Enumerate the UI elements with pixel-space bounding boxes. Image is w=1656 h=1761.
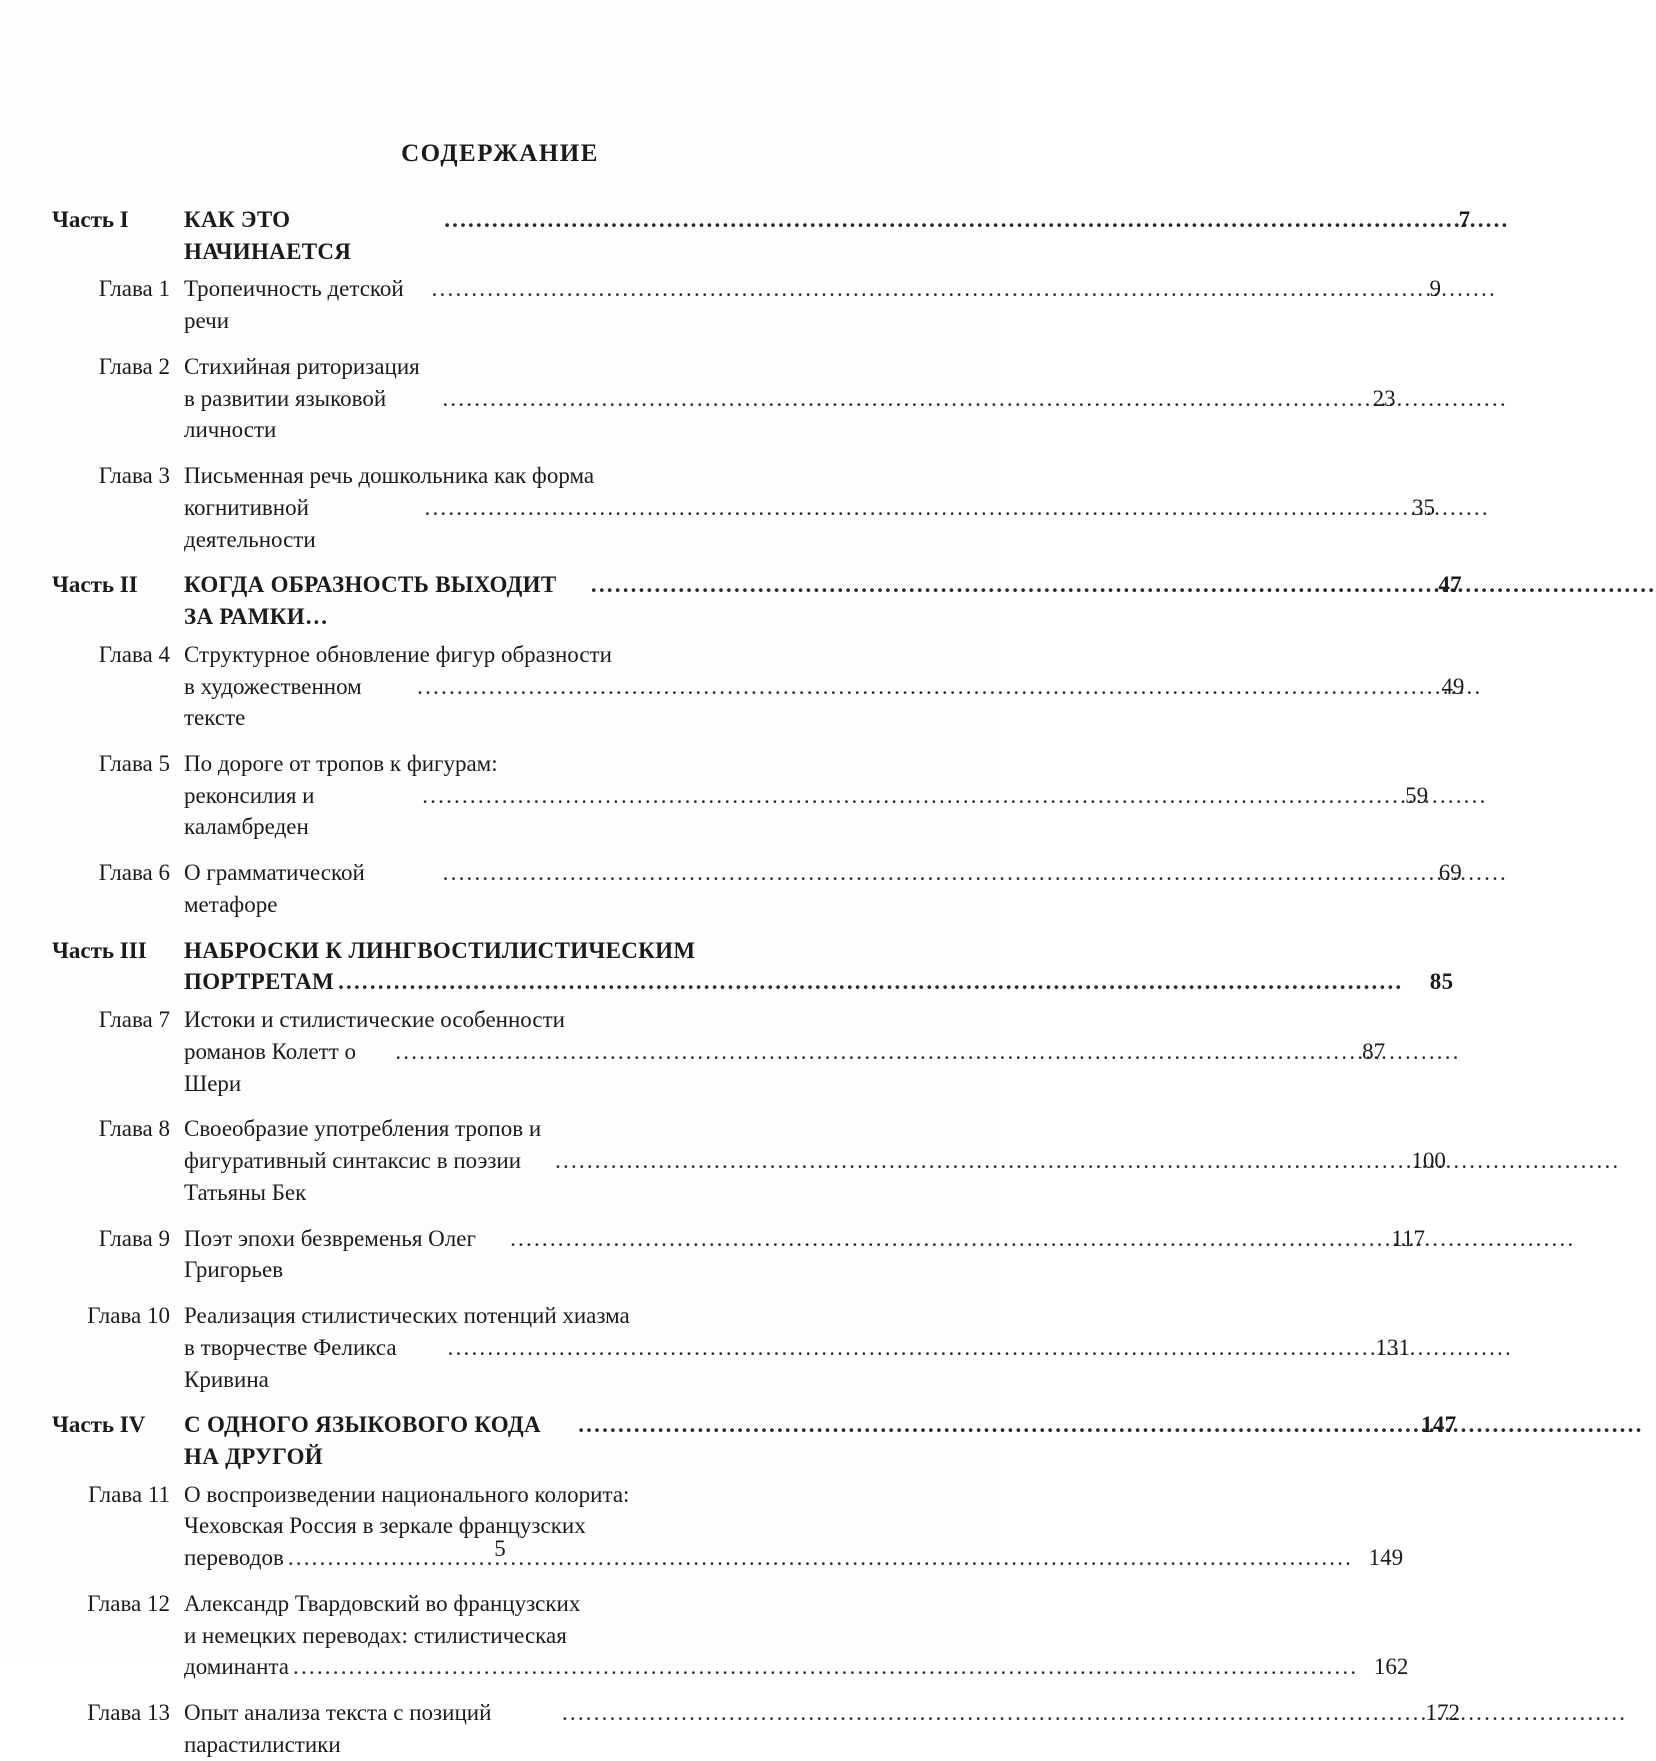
toc-chapter-label: Глава 5 <box>98 751 170 777</box>
toc-entry-body <box>184 1113 1446 1208</box>
toc-page-number: 49 <box>1441 673 1465 699</box>
toc-entry-last-line <box>184 383 1396 446</box>
toc-chapter-entry[interactable] <box>52 1588 1409 1683</box>
toc-entry-last-line <box>184 1145 1446 1208</box>
toc-entry-title-line: в художественном тексте <box>184 673 368 731</box>
toc-entry-body <box>184 351 1396 446</box>
toc-entry-title-line: и немецких переводах: стилистическая <box>184 1622 567 1648</box>
toc-chapter-entry[interactable] <box>52 273 1442 336</box>
toc-page-number: 7 <box>1458 207 1471 232</box>
toc-entry-title-line: Тропеичность детской речи <box>184 276 410 334</box>
toc-entry-body <box>184 1223 1425 1286</box>
toc-entry-last-line <box>184 204 1470 267</box>
toc-entry-title-line: КОГДА ОБРАЗНОСТЬ ВЫХОДИТ ЗА РАМКИ… <box>184 572 563 630</box>
toc-leader-dots <box>391 1036 1339 1068</box>
toc-page-number: 59 <box>1405 782 1429 808</box>
toc-part-label: Часть II <box>52 572 138 598</box>
toc-part-label: Часть IV <box>52 1412 146 1438</box>
toc-entry-title-line: НАБРОСКИ К ЛИНГВОСТИЛИСТИЧЕСКИМ <box>184 937 696 963</box>
toc-entry-last-line <box>184 1697 1460 1760</box>
toc-entry-title-line: О грамматической метафоре <box>184 860 371 917</box>
toc-part-entry[interactable] <box>52 935 1454 998</box>
toc-entry-last-line <box>184 1036 1385 1099</box>
toc-entry-body <box>184 935 1453 998</box>
toc-leader-dots <box>289 1651 1362 1683</box>
toc-chapter-entry[interactable] <box>52 460 1435 555</box>
toc-leader-dots <box>558 1697 1414 1729</box>
toc-entry-last-line <box>184 780 1428 843</box>
toc-entry-title-line: в развитии языковой личности <box>184 385 392 443</box>
toc-entry-title-line: КАК ЭТО НАЧИНАЕТСЯ <box>184 207 352 264</box>
toc-chapter-entry[interactable] <box>52 857 1462 920</box>
toc-page-number: 149 <box>1368 1545 1404 1571</box>
toc-chapter-label: Глава 8 <box>98 1116 170 1142</box>
page-number: 5 <box>494 1536 506 1561</box>
toc-chapter-entry[interactable] <box>52 1113 1446 1208</box>
toc-entry-title-line: в творчестве Феликса Кривина <box>184 1334 403 1392</box>
toc-entry-body <box>184 1697 1460 1760</box>
toc-entry-body <box>184 569 1462 632</box>
toc-leader-dots <box>428 273 1395 305</box>
toc-entry-last-line <box>184 1223 1425 1286</box>
toc-entry-title-line: фигуративный синтаксис в поэзии Татьяны Бек <box>184 1148 527 1205</box>
toc-part-label: Часть III <box>52 937 147 963</box>
toc-entry-title-line: Истоки и стилистические особенности <box>184 1007 565 1033</box>
toc-entry-last-line <box>184 966 1453 998</box>
toc-page-number: 69 <box>1438 860 1462 886</box>
toc-page-number: 172 <box>1425 1700 1460 1726</box>
toc-page-number: 85 <box>1429 969 1454 995</box>
toc-leader-dots <box>418 780 1382 812</box>
toc-entry-title-line: Реализация стилистических потенций хиазма <box>184 1303 630 1329</box>
toc-entry-title-line: Опыт анализа текста с позиций парастилистики <box>184 1700 498 1757</box>
toc-chapter-entry[interactable] <box>52 351 1396 446</box>
toc-chapter-entry[interactable] <box>52 1697 1460 1760</box>
toc-leader-dots <box>444 1332 1364 1364</box>
toc-entry-title-line: реконсилия и каламбреден <box>184 782 321 840</box>
table-of-contents <box>52 204 1471 1761</box>
toc-chapter-label: Глава 12 <box>87 1590 170 1616</box>
toc-page-number: 147 <box>1421 1412 1457 1438</box>
toc-entry-title-line: доминанта <box>184 1654 289 1680</box>
toc-chapter-label: Глава 3 <box>98 463 170 489</box>
toc-entry-body <box>184 460 1435 555</box>
toc-leader-dots <box>438 383 1349 415</box>
toc-part-entry[interactable] <box>52 204 1471 267</box>
toc-chapter-label: Глава 4 <box>98 641 170 667</box>
page-title: СОДЕРЖАНИЕ <box>401 140 599 167</box>
toc-entry-title-line: Александр Твардовский во французских <box>184 1590 581 1616</box>
toc-leader-dots <box>439 857 1416 889</box>
toc-leader-dots <box>587 569 1416 601</box>
toc-chapter-label: Глава 6 <box>98 860 170 886</box>
toc-page-number: 23 <box>1372 385 1396 411</box>
toc-entry-title-line: По дороге от тропов к фигурам: <box>184 751 498 777</box>
toc-entry-body <box>184 1588 1408 1683</box>
toc-entry-title-line: ПОРТРЕТАМ <box>184 969 335 995</box>
toc-leader-dots <box>334 966 1407 998</box>
toc-entry-body <box>184 204 1470 267</box>
toc-leader-dots <box>551 1145 1400 1177</box>
toc-chapter-label: Глава 9 <box>98 1225 170 1251</box>
toc-page-number: 162 <box>1373 1654 1409 1680</box>
toc-entry-body <box>184 1409 1457 1472</box>
toc-entry-title-line: переводов <box>184 1545 284 1571</box>
toc-entry-body <box>184 748 1428 843</box>
toc-chapter-label: Глава 7 <box>98 1007 170 1033</box>
toc-entry-title-line: когнитивной деятельности <box>184 494 316 552</box>
toc-entry-body <box>184 857 1462 920</box>
toc-entry-body <box>184 273 1441 336</box>
toc-chapter-entry[interactable] <box>52 1300 1411 1395</box>
toc-entry-body <box>184 639 1464 734</box>
toc-chapter-entry[interactable] <box>52 1223 1425 1286</box>
toc-entry-title-line: Своеобразие употребления тропов и <box>184 1116 542 1142</box>
toc-entry-last-line <box>184 857 1462 920</box>
toc-entry-last-line <box>184 273 1441 336</box>
toc-leader-dots <box>440 204 1424 236</box>
toc-entry-last-line <box>184 1332 1410 1395</box>
toc-leader-dots <box>574 1409 1410 1441</box>
toc-chapter-entry[interactable] <box>52 639 1465 734</box>
toc-entry-title-line: Стихийная риторизация <box>184 353 420 379</box>
toc-entry-last-line <box>184 1651 1408 1683</box>
toc-entry-title-line: романов Колетт о Шери <box>184 1038 362 1096</box>
toc-entry-title-line: Поэт эпохи безвременья Олег Григорьев <box>184 1225 482 1283</box>
toc-page-number: 87 <box>1362 1038 1386 1064</box>
toc-page-number: 117 <box>1391 1225 1425 1251</box>
toc-chapter-label: Глава 2 <box>98 353 170 379</box>
toc-leader-dots <box>421 492 1389 524</box>
toc-entry-last-line <box>184 492 1435 555</box>
toc-page-number: 35 <box>1411 494 1435 520</box>
toc-chapter-label: Глава 11 <box>88 1481 170 1507</box>
toc-entry-body <box>184 1004 1385 1099</box>
toc-page-number: 100 <box>1411 1148 1446 1174</box>
toc-chapter-label: Глава 13 <box>87 1700 170 1726</box>
toc-entry-body <box>184 1300 1410 1395</box>
toc-part-entry[interactable] <box>52 569 1462 632</box>
toc-page-number: 131 <box>1375 1334 1411 1360</box>
toc-chapter-entry[interactable] <box>52 748 1429 843</box>
toc-chapter-entry[interactable] <box>52 1004 1386 1099</box>
toc-leader-dots <box>506 1223 1379 1255</box>
toc-entry-title-line: Чеховская Россия в зеркале французских <box>184 1513 586 1539</box>
toc-chapter-label: Глава 10 <box>87 1303 170 1329</box>
toc-page-number: 9 <box>1429 276 1442 302</box>
toc-part-entry[interactable] <box>52 1409 1457 1472</box>
toc-entry-title-line: Письменная речь дошкольника как форма <box>184 463 595 489</box>
toc-entry-title-line: О воспроизведении национального колорита: <box>184 1481 630 1507</box>
toc-entry-last-line <box>184 569 1462 632</box>
toc-chapter-label: Глава 1 <box>98 276 170 302</box>
toc-entry-title-line: Структурное обновление фигур образности <box>184 641 612 667</box>
toc-part-label: Часть I <box>52 207 129 232</box>
toc-entry-last-line <box>184 1409 1457 1472</box>
toc-page-number: 47 <box>1438 572 1462 598</box>
toc-entry-title-line: С ОДНОГО ЯЗЫКОВОГО КОДА НА ДРУГОЙ <box>184 1412 547 1469</box>
toc-leader-dots <box>413 671 1418 703</box>
toc-entry-last-line <box>184 671 1464 734</box>
